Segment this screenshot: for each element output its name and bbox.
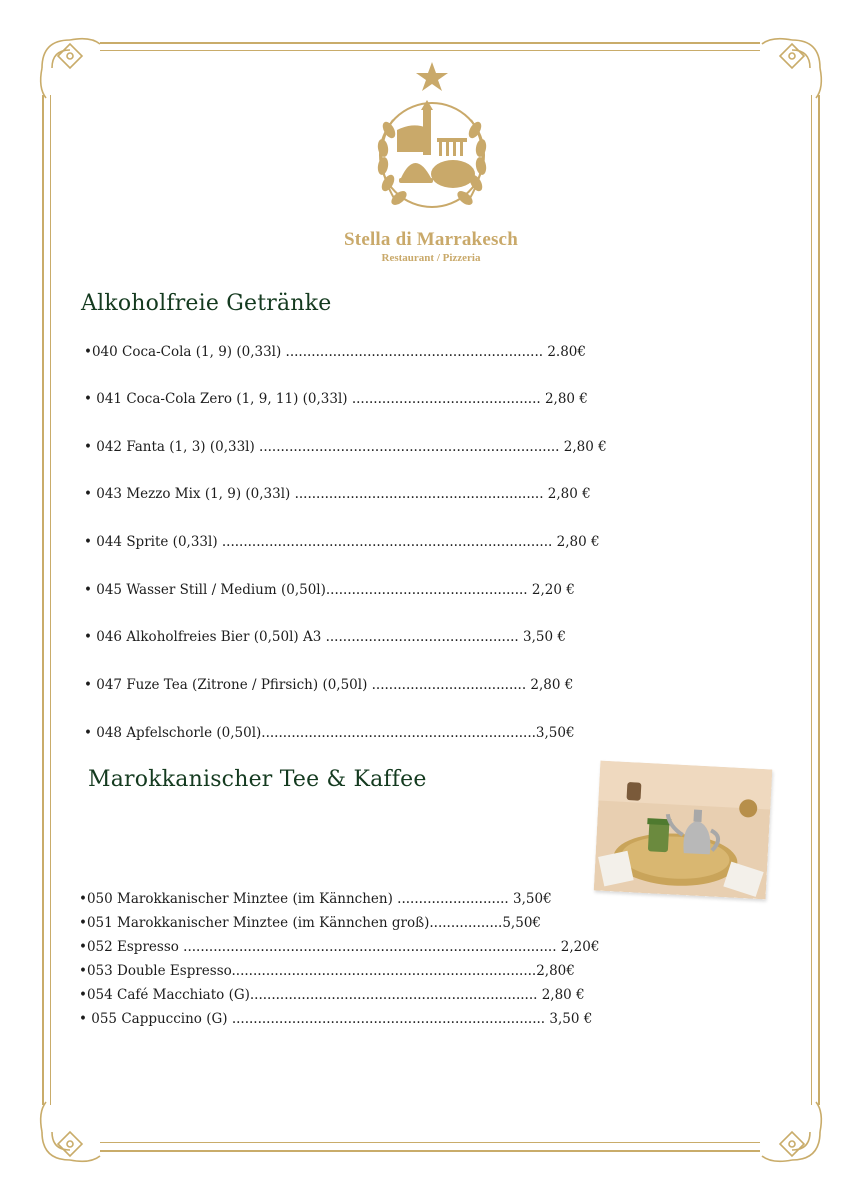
menu-item: • 044 Sprite (0,33l) ............................................................................. 2,80 € xyxy=(84,534,600,550)
menu-item: • 047 Fuze Tea (Zitrone / Pfirsich) (0,50l) .................................... 2,80 € xyxy=(84,677,574,693)
menu-item: • 046 Alkoholfreies Bier (0,50l) A3 ............................................. 3,50 € xyxy=(84,629,566,645)
menu-item: • 045 Wasser Still / Medium (0,50l)............................................... 2,20 € xyxy=(84,582,575,598)
corner-ornament-icon xyxy=(752,28,832,108)
menu-item: • 055 Cappuccino (G) ......................................................................... 3,50 € xyxy=(79,1011,593,1027)
menu-item: • 043 Mezzo Mix (1, 9) (0,33l) .......................................................... 2,80 € xyxy=(84,486,591,502)
border-top-inner xyxy=(100,50,760,51)
corner-ornament-icon xyxy=(30,1092,110,1172)
menu-item: •052 Espresso ....................................................................................... 2,20€ xyxy=(79,939,600,955)
corner-ornament-icon xyxy=(752,1092,832,1172)
menu-item: • 042 Fanta (1, 3) (0,33l) ...................................................................... 2,80 € xyxy=(84,439,607,455)
menu-item: •051 Marokkanischer Minztee (im Kännchen groß).................5,50€ xyxy=(79,915,541,931)
section-title: Alkoholfreie Getränke xyxy=(81,291,332,316)
menu-item: •050 Marokkanischer Minztee (im Kännchen) .......................... 3,50€ xyxy=(79,891,552,907)
menu-item: •040 Coca-Cola (1, 9) (0,33l) ............................................................ 2.80€ xyxy=(84,344,586,360)
brand-name: Stella di Marrakesch xyxy=(344,229,518,250)
corner-ornament-icon xyxy=(30,28,110,108)
menu-item: • 041 Coca-Cola Zero (1, 9, 11) (0,33l) ............................................ 2,80 € xyxy=(84,391,588,407)
restaurant-emblem-icon xyxy=(355,60,510,225)
border-top-outer xyxy=(100,42,760,44)
menu-item: •053 Double Espresso.......................................................................2,80€ xyxy=(79,963,575,979)
border-bottom-outer xyxy=(100,1150,760,1152)
section-title: Marokkanischer Tee & Kaffee xyxy=(88,767,427,792)
border-bottom-inner xyxy=(100,1142,760,1143)
menu-item: • 048 Apfelschorle (0,50l)................................................................3,50€ xyxy=(84,725,575,741)
moroccan-tea-photo xyxy=(594,761,773,900)
menu-item: •054 Café Macchiato (G)................................................................... 2,80 € xyxy=(79,987,585,1003)
brand-subtitle: Restaurant / Pizzeria xyxy=(381,252,481,264)
